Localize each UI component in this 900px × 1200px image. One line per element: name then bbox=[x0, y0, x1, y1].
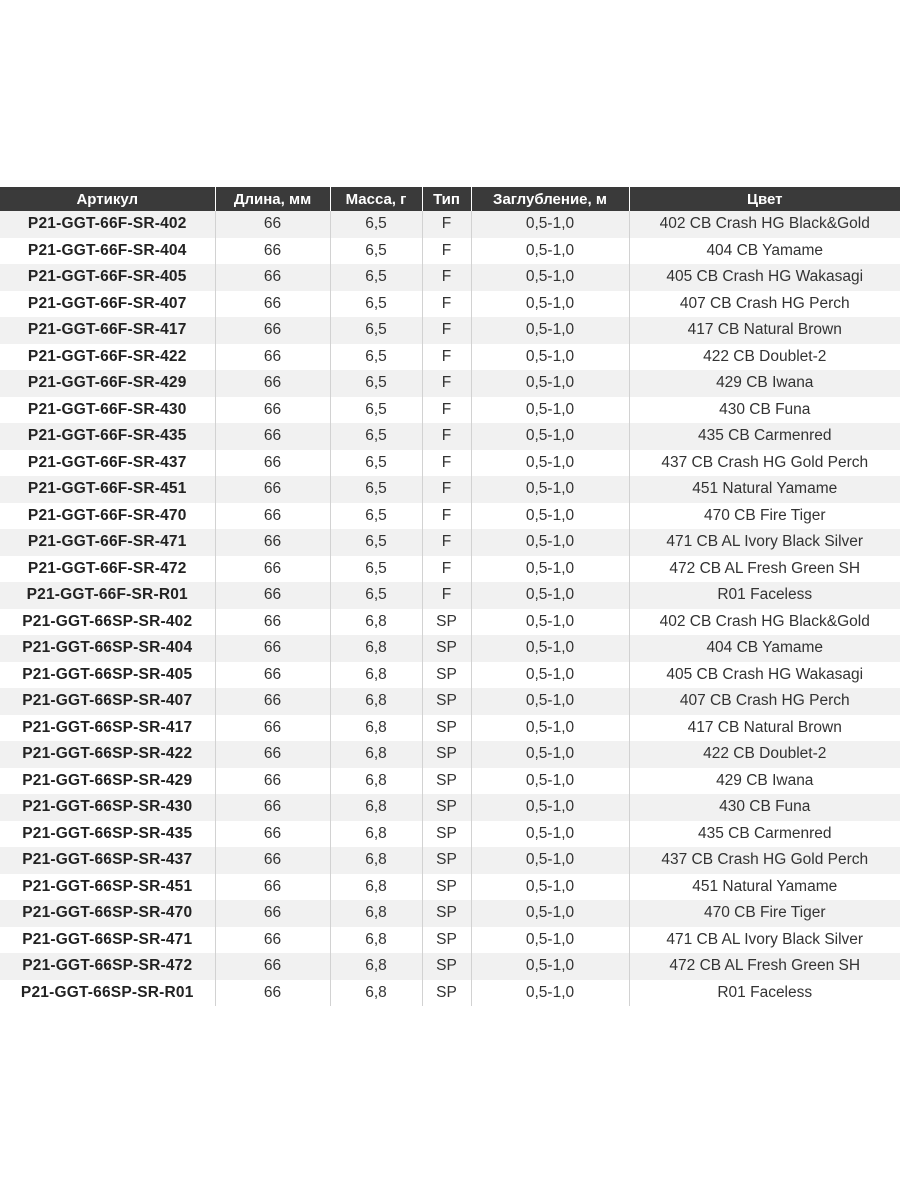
cell-length: 66 bbox=[215, 423, 330, 450]
cell-length: 66 bbox=[215, 476, 330, 503]
cell-weight: 6,8 bbox=[330, 688, 422, 715]
cell-sku: P21-GGT-66SP-SR-404 bbox=[0, 635, 215, 662]
cell-type: SP bbox=[422, 688, 471, 715]
cell-color: R01 Faceless bbox=[629, 980, 900, 1007]
cell-depth: 0,5-1,0 bbox=[471, 688, 629, 715]
cell-depth: 0,5-1,0 bbox=[471, 264, 629, 291]
cell-weight: 6,8 bbox=[330, 794, 422, 821]
cell-weight: 6,8 bbox=[330, 768, 422, 795]
cell-weight: 6,5 bbox=[330, 476, 422, 503]
cell-depth: 0,5-1,0 bbox=[471, 238, 629, 265]
cell-color: 405 CB Crash HG Wakasagi bbox=[629, 662, 900, 689]
cell-type: SP bbox=[422, 662, 471, 689]
cell-sku: P21-GGT-66F-SR-417 bbox=[0, 317, 215, 344]
cell-depth: 0,5-1,0 bbox=[471, 317, 629, 344]
cell-weight: 6,5 bbox=[330, 317, 422, 344]
cell-length: 66 bbox=[215, 397, 330, 424]
cell-weight: 6,5 bbox=[330, 450, 422, 477]
cell-length: 66 bbox=[215, 821, 330, 848]
table-row bbox=[0, 768, 900, 795]
cell-length: 66 bbox=[215, 662, 330, 689]
cell-depth: 0,5-1,0 bbox=[471, 344, 629, 371]
cell-color: 472 CB AL Fresh Green SH bbox=[629, 556, 900, 583]
cell-depth: 0,5-1,0 bbox=[471, 900, 629, 927]
cell-type: F bbox=[422, 238, 471, 265]
cell-length: 66 bbox=[215, 980, 330, 1007]
cell-depth: 0,5-1,0 bbox=[471, 980, 629, 1007]
cell-weight: 6,8 bbox=[330, 662, 422, 689]
cell-sku: P21-GGT-66F-SR-429 bbox=[0, 370, 215, 397]
header-weight: Масса, г bbox=[330, 187, 422, 211]
cell-depth: 0,5-1,0 bbox=[471, 397, 629, 424]
cell-length: 66 bbox=[215, 529, 330, 556]
cell-type: SP bbox=[422, 874, 471, 901]
table-row bbox=[0, 476, 900, 503]
cell-type: F bbox=[422, 264, 471, 291]
cell-weight: 6,5 bbox=[330, 582, 422, 609]
cell-length: 66 bbox=[215, 768, 330, 795]
cell-depth: 0,5-1,0 bbox=[471, 609, 629, 636]
cell-type: SP bbox=[422, 715, 471, 742]
cell-type: F bbox=[422, 397, 471, 424]
cell-type: F bbox=[422, 344, 471, 371]
cell-length: 66 bbox=[215, 874, 330, 901]
cell-type: F bbox=[422, 370, 471, 397]
table-row bbox=[0, 609, 900, 636]
table-row bbox=[0, 821, 900, 848]
cell-color: 417 CB Natural Brown bbox=[629, 715, 900, 742]
cell-color: 407 CB Crash HG Perch bbox=[629, 688, 900, 715]
cell-color: 429 CB Iwana bbox=[629, 768, 900, 795]
cell-weight: 6,8 bbox=[330, 900, 422, 927]
table-row bbox=[0, 503, 900, 530]
cell-depth: 0,5-1,0 bbox=[471, 211, 629, 238]
cell-type: F bbox=[422, 450, 471, 477]
cell-length: 66 bbox=[215, 238, 330, 265]
cell-depth: 0,5-1,0 bbox=[471, 847, 629, 874]
product-spec-table bbox=[0, 187, 900, 1006]
cell-color: 451 Natural Yamame bbox=[629, 476, 900, 503]
cell-sku: P21-GGT-66SP-SR-422 bbox=[0, 741, 215, 768]
cell-length: 66 bbox=[215, 211, 330, 238]
cell-length: 66 bbox=[215, 450, 330, 477]
cell-sku: P21-GGT-66F-SR-451 bbox=[0, 476, 215, 503]
table-row bbox=[0, 953, 900, 980]
cell-color: 430 CB Funa bbox=[629, 794, 900, 821]
cell-length: 66 bbox=[215, 582, 330, 609]
cell-sku: P21-GGT-66F-SR-404 bbox=[0, 238, 215, 265]
table-row bbox=[0, 847, 900, 874]
cell-weight: 6,8 bbox=[330, 927, 422, 954]
table-row bbox=[0, 238, 900, 265]
cell-color: 422 CB Doublet-2 bbox=[629, 344, 900, 371]
cell-depth: 0,5-1,0 bbox=[471, 291, 629, 318]
cell-color: 405 CB Crash HG Wakasagi bbox=[629, 264, 900, 291]
cell-sku: P21-GGT-66SP-SR-430 bbox=[0, 794, 215, 821]
cell-type: SP bbox=[422, 927, 471, 954]
cell-type: F bbox=[422, 503, 471, 530]
cell-color: 402 CB Crash HG Black&Gold bbox=[629, 609, 900, 636]
table-row bbox=[0, 317, 900, 344]
cell-sku: P21-GGT-66SP-SR-405 bbox=[0, 662, 215, 689]
cell-length: 66 bbox=[215, 688, 330, 715]
cell-depth: 0,5-1,0 bbox=[471, 662, 629, 689]
cell-weight: 6,5 bbox=[330, 291, 422, 318]
cell-depth: 0,5-1,0 bbox=[471, 450, 629, 477]
cell-length: 66 bbox=[215, 927, 330, 954]
cell-type: F bbox=[422, 556, 471, 583]
cell-length: 66 bbox=[215, 556, 330, 583]
cell-depth: 0,5-1,0 bbox=[471, 529, 629, 556]
cell-color: 429 CB Iwana bbox=[629, 370, 900, 397]
cell-weight: 6,8 bbox=[330, 953, 422, 980]
table-row bbox=[0, 264, 900, 291]
cell-color: 422 CB Doublet-2 bbox=[629, 741, 900, 768]
cell-depth: 0,5-1,0 bbox=[471, 741, 629, 768]
cell-color: 470 CB Fire Tiger bbox=[629, 503, 900, 530]
cell-sku: P21-GGT-66SP-SR-435 bbox=[0, 821, 215, 848]
cell-color: 417 CB Natural Brown bbox=[629, 317, 900, 344]
cell-length: 66 bbox=[215, 317, 330, 344]
table-row bbox=[0, 370, 900, 397]
table-row bbox=[0, 662, 900, 689]
cell-type: SP bbox=[422, 847, 471, 874]
table-row bbox=[0, 900, 900, 927]
header-sku: Артикул bbox=[0, 187, 215, 211]
cell-sku: P21-GGT-66SP-SR-429 bbox=[0, 768, 215, 795]
cell-length: 66 bbox=[215, 635, 330, 662]
cell-type: F bbox=[422, 476, 471, 503]
cell-weight: 6,5 bbox=[330, 344, 422, 371]
cell-weight: 6,5 bbox=[330, 211, 422, 238]
cell-depth: 0,5-1,0 bbox=[471, 768, 629, 795]
table-row bbox=[0, 715, 900, 742]
table-row bbox=[0, 556, 900, 583]
cell-length: 66 bbox=[215, 741, 330, 768]
cell-type: SP bbox=[422, 980, 471, 1007]
table-body bbox=[0, 211, 900, 1006]
header-length: Длина, мм bbox=[215, 187, 330, 211]
cell-type: F bbox=[422, 582, 471, 609]
cell-sku: P21-GGT-66F-SR-472 bbox=[0, 556, 215, 583]
cell-sku: P21-GGT-66SP-SR-451 bbox=[0, 874, 215, 901]
table-row bbox=[0, 450, 900, 477]
cell-sku: P21-GGT-66F-SR-407 bbox=[0, 291, 215, 318]
cell-sku: P21-GGT-66SP-SR-437 bbox=[0, 847, 215, 874]
cell-weight: 6,8 bbox=[330, 635, 422, 662]
cell-type: SP bbox=[422, 741, 471, 768]
cell-weight: 6,8 bbox=[330, 874, 422, 901]
cell-color: 407 CB Crash HG Perch bbox=[629, 291, 900, 318]
cell-color: 472 CB AL Fresh Green SH bbox=[629, 953, 900, 980]
cell-type: SP bbox=[422, 794, 471, 821]
header-color: Цвет bbox=[629, 187, 900, 211]
cell-sku: P21-GGT-66F-SR-470 bbox=[0, 503, 215, 530]
cell-sku: P21-GGT-66SP-SR-417 bbox=[0, 715, 215, 742]
cell-depth: 0,5-1,0 bbox=[471, 794, 629, 821]
table-row bbox=[0, 397, 900, 424]
table-row bbox=[0, 688, 900, 715]
cell-weight: 6,8 bbox=[330, 609, 422, 636]
cell-length: 66 bbox=[215, 794, 330, 821]
cell-weight: 6,5 bbox=[330, 503, 422, 530]
table-row bbox=[0, 927, 900, 954]
table-header bbox=[0, 187, 900, 211]
cell-depth: 0,5-1,0 bbox=[471, 476, 629, 503]
cell-type: F bbox=[422, 529, 471, 556]
cell-weight: 6,5 bbox=[330, 397, 422, 424]
table-row bbox=[0, 874, 900, 901]
cell-depth: 0,5-1,0 bbox=[471, 582, 629, 609]
cell-type: SP bbox=[422, 768, 471, 795]
table-row bbox=[0, 423, 900, 450]
cell-weight: 6,5 bbox=[330, 556, 422, 583]
cell-weight: 6,5 bbox=[330, 264, 422, 291]
cell-depth: 0,5-1,0 bbox=[471, 370, 629, 397]
cell-color: 404 CB Yamame bbox=[629, 238, 900, 265]
cell-sku: P21-GGT-66F-SR-471 bbox=[0, 529, 215, 556]
cell-sku: P21-GGT-66F-SR-435 bbox=[0, 423, 215, 450]
cell-depth: 0,5-1,0 bbox=[471, 503, 629, 530]
cell-length: 66 bbox=[215, 264, 330, 291]
cell-length: 66 bbox=[215, 900, 330, 927]
cell-depth: 0,5-1,0 bbox=[471, 635, 629, 662]
header-row bbox=[0, 187, 900, 211]
cell-length: 66 bbox=[215, 953, 330, 980]
cell-color: 451 Natural Yamame bbox=[629, 874, 900, 901]
cell-color: 437 CB Crash HG Gold Perch bbox=[629, 847, 900, 874]
cell-color: 435 CB Carmenred bbox=[629, 423, 900, 450]
table-row bbox=[0, 741, 900, 768]
cell-type: F bbox=[422, 423, 471, 450]
cell-sku: P21-GGT-66F-SR-437 bbox=[0, 450, 215, 477]
cell-weight: 6,8 bbox=[330, 980, 422, 1007]
cell-color: 430 CB Funa bbox=[629, 397, 900, 424]
cell-color: 471 CB AL Ivory Black Silver bbox=[629, 529, 900, 556]
cell-length: 66 bbox=[215, 609, 330, 636]
cell-color: 471 CB AL Ivory Black Silver bbox=[629, 927, 900, 954]
cell-type: F bbox=[422, 317, 471, 344]
cell-sku: P21-GGT-66SP-SR-471 bbox=[0, 927, 215, 954]
header-depth: Заглубление, м bbox=[471, 187, 629, 211]
cell-length: 66 bbox=[215, 847, 330, 874]
cell-color: 437 CB Crash HG Gold Perch bbox=[629, 450, 900, 477]
header-type: Тип bbox=[422, 187, 471, 211]
cell-color: 470 CB Fire Tiger bbox=[629, 900, 900, 927]
table-row bbox=[0, 582, 900, 609]
cell-sku: P21-GGT-66F-SR-422 bbox=[0, 344, 215, 371]
cell-sku: P21-GGT-66SP-SR-402 bbox=[0, 609, 215, 636]
cell-depth: 0,5-1,0 bbox=[471, 715, 629, 742]
table-row bbox=[0, 980, 900, 1007]
cell-depth: 0,5-1,0 bbox=[471, 821, 629, 848]
cell-type: SP bbox=[422, 635, 471, 662]
cell-weight: 6,5 bbox=[330, 423, 422, 450]
cell-weight: 6,8 bbox=[330, 715, 422, 742]
cell-depth: 0,5-1,0 bbox=[471, 874, 629, 901]
cell-type: SP bbox=[422, 953, 471, 980]
cell-depth: 0,5-1,0 bbox=[471, 423, 629, 450]
cell-type: SP bbox=[422, 900, 471, 927]
cell-sku: P21-GGT-66SP-SR-407 bbox=[0, 688, 215, 715]
cell-length: 66 bbox=[215, 370, 330, 397]
cell-depth: 0,5-1,0 bbox=[471, 927, 629, 954]
cell-color: 402 CB Crash HG Black&Gold bbox=[629, 211, 900, 238]
cell-length: 66 bbox=[215, 291, 330, 318]
cell-sku: P21-GGT-66F-SR-R01 bbox=[0, 582, 215, 609]
cell-type: F bbox=[422, 211, 471, 238]
cell-length: 66 bbox=[215, 344, 330, 371]
cell-depth: 0,5-1,0 bbox=[471, 953, 629, 980]
cell-weight: 6,8 bbox=[330, 741, 422, 768]
cell-length: 66 bbox=[215, 503, 330, 530]
cell-sku: P21-GGT-66F-SR-402 bbox=[0, 211, 215, 238]
cell-color: R01 Faceless bbox=[629, 582, 900, 609]
cell-weight: 6,8 bbox=[330, 847, 422, 874]
table-row bbox=[0, 344, 900, 371]
cell-weight: 6,8 bbox=[330, 821, 422, 848]
cell-sku: P21-GGT-66SP-SR-470 bbox=[0, 900, 215, 927]
table-row bbox=[0, 794, 900, 821]
table-row bbox=[0, 291, 900, 318]
cell-color: 435 CB Carmenred bbox=[629, 821, 900, 848]
cell-sku: P21-GGT-66SP-SR-472 bbox=[0, 953, 215, 980]
table-row bbox=[0, 211, 900, 238]
cell-type: SP bbox=[422, 821, 471, 848]
cell-weight: 6,5 bbox=[330, 370, 422, 397]
cell-type: F bbox=[422, 291, 471, 318]
cell-sku: P21-GGT-66F-SR-405 bbox=[0, 264, 215, 291]
cell-sku: P21-GGT-66SP-SR-R01 bbox=[0, 980, 215, 1007]
cell-weight: 6,5 bbox=[330, 529, 422, 556]
cell-color: 404 CB Yamame bbox=[629, 635, 900, 662]
cell-sku: P21-GGT-66F-SR-430 bbox=[0, 397, 215, 424]
table-row bbox=[0, 635, 900, 662]
cell-weight: 6,5 bbox=[330, 238, 422, 265]
table-row bbox=[0, 529, 900, 556]
cell-depth: 0,5-1,0 bbox=[471, 556, 629, 583]
cell-type: SP bbox=[422, 609, 471, 636]
cell-length: 66 bbox=[215, 715, 330, 742]
